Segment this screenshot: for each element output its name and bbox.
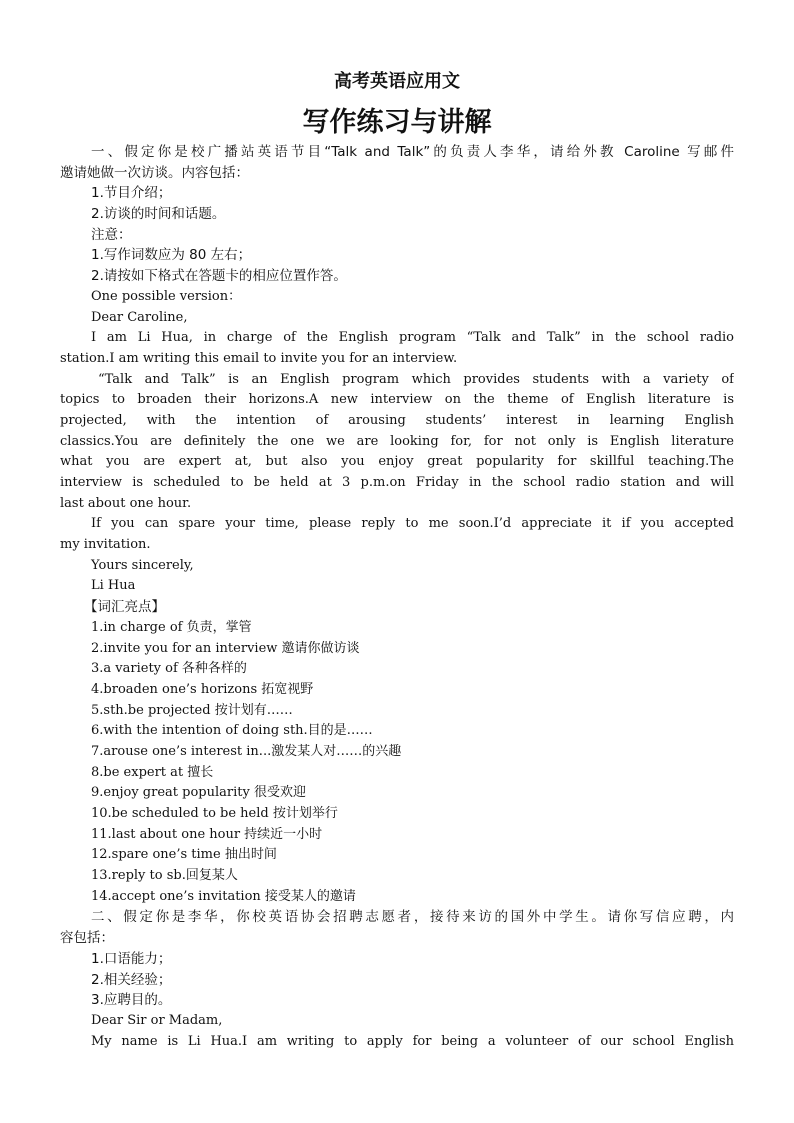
task2-point-1: 1.口语能力； [91,950,172,967]
vocab-item: 2.invite you for an interview 邀请你做访谈 [91,640,360,656]
task1-note-2: 2.请按如下格式在答题卡的相应位置作答。 [91,268,347,285]
task1-note-1: 1.写作词数应为 80 左右； [91,247,252,264]
letter1-salutation: Dear Caroline, [91,309,188,325]
vocab-item: 1.in charge of 负责，掌管 [91,619,252,635]
vocab-item: 7.arouse one’s interest in...激发某人对……的兴趣 [91,743,402,759]
task2-prompt-line1: 二、假定你是李华，你校英语协会招聘志愿者，接待来访的国外中学生。请你写信应聘，内 [91,909,734,926]
letter1-para3-line2: my invitation. [60,537,151,553]
letter1-para2-line7: last about one hour. [60,495,192,511]
vocab-item: 12.spare one’s time 抽出时间 [91,847,277,863]
sample-label: One possible version： [91,288,242,304]
letter1-para1-line1: I am Li Hua, in charge of the English program “Talk and Talk” in the school radio [91,330,734,346]
vocab-item: 6.with the intention of doing sth.目的是…… [91,723,373,739]
letter1-para3-line1: If you can spare your time, please reply to me soon.I’d appreciate it if you accepted [91,516,734,532]
vocab-item: 8.be expert at 擅长 [91,764,214,780]
letter1-para2-line1: “Talk and Talk” is an English program which provides students with a variety of [98,371,734,387]
letter1-para2-line2: topics to broaden their horizons.A new interview on the theme of English literature is [60,392,734,408]
document-subtitle: 写作练习与讲解 [302,107,492,138]
task2-point-2: 2.相关经验； [91,971,172,988]
letter1-para2-line6: interview is scheduled to be held at 3 p.m.on Friday in the school radio station and will [60,475,734,490]
letter1-closing: Yours sincerely, [91,557,194,573]
letter2-salutation: Dear Sir or Madam, [91,1012,223,1028]
letter1-signature: Li Hua [91,578,136,594]
vocab-item: 11.last about one hour 持续近一小时 [91,826,323,842]
task2-prompt-line2: 容包括： [60,930,114,947]
task1-point-2: 2.访谈的时间和话题。 [91,206,226,223]
letter1-para2-line3: projected, with the intention of arousing students’ interest in learning English [60,412,734,428]
letter1-para2-line5: what you are expert at, but also you enjoy great popularity for skillful teaching.The [60,454,734,470]
task1-prompt-line1: 一、假定你是校广播站英语节目“Talk and Talk”的负责人李华，请给外教 Caroline 写邮件 [91,144,734,160]
vocab-item: 14.accept one’s invitation 接受某人的邀请 [91,888,356,904]
vocab-heading: 【词汇亮点】 [84,599,165,616]
letter1-para1-line2: station.I am writing this email to invite you for an interview. [60,350,458,366]
letter1-para2-line4: classics.You are definitely the one we are looking for, for not only is English literature [60,433,734,449]
vocab-item: 4.broaden one’s horizons 拓宽视野 [91,681,314,697]
letter2-para1-line1: My name is Li Hua.I am writing to apply for being a volunteer of our school English [91,1033,734,1049]
task1-prompt-line2: 邀请她做一次访谈。内容包括： [60,164,249,181]
document-title: 高考英语应用文 [334,71,460,92]
task2-point-3: 3.应聘目的。 [91,992,172,1009]
vocab-item: 13.reply to sb.回复某人 [91,868,238,884]
vocab-item: 9.enjoy great popularity 很受欢迎 [91,785,306,801]
vocab-item: 10.be scheduled to be held 按计划举行 [91,806,338,821]
vocab-item: 3.a variety of 各种各样的 [91,661,247,677]
document-body [60,142,734,1052]
task1-point-1: 1.节目介绍； [91,185,172,202]
vocab-item: 5.sth.be projected 按计划有…… [91,702,293,718]
task1-note-heading: 注意： [91,226,132,243]
